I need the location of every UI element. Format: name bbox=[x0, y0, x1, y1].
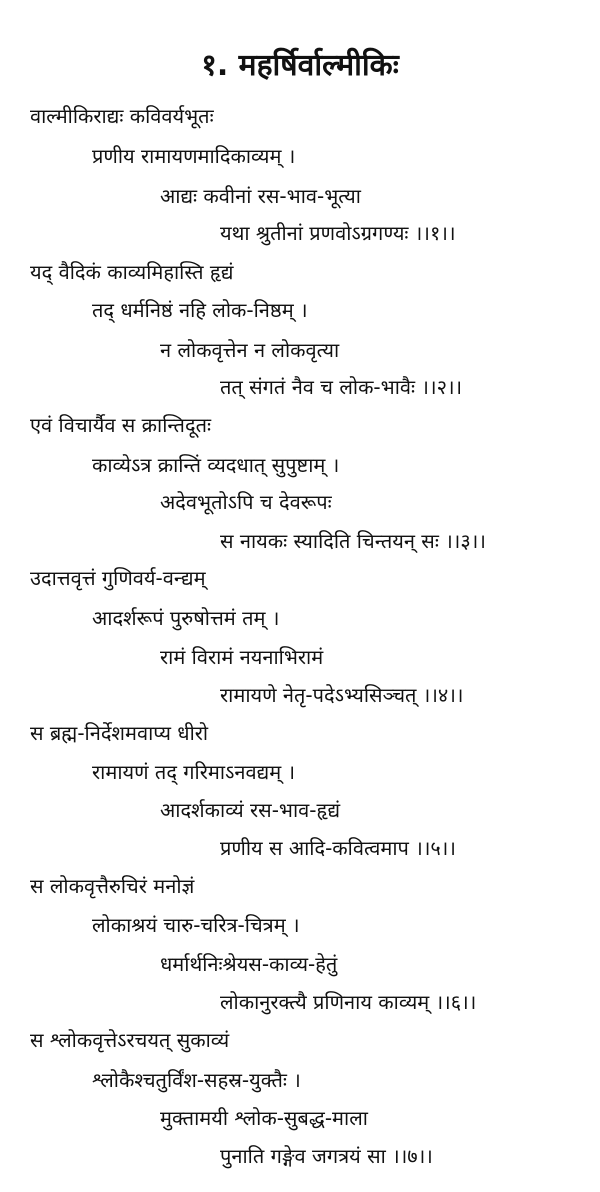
verse-line: स श्लोकवृत्तेऽरचयत् सुकाव्यं bbox=[30, 1028, 230, 1052]
verse-line: स नायकः स्यादिति चिन्तयन् सः ।।३।। bbox=[220, 529, 486, 553]
verse-line: रामायणे नेतृ-पदेऽभ्यसिञ्चत् ।।४।। bbox=[220, 683, 464, 707]
verse-line: एवं विचार्यैव स क्रान्तिदूतः bbox=[30, 413, 212, 437]
verse-line: स लोकवृत्तैरुचिरं मनोज्ञं bbox=[30, 874, 195, 898]
verse-line: अदेवभूतोऽपि च देवरूपः bbox=[160, 490, 332, 514]
verse-line: न लोकवृत्तेन न लोकवृत्या bbox=[160, 338, 340, 362]
verse-line: तत् संगतं नैव च लोक-भावैः ।।२।। bbox=[220, 375, 463, 399]
verse-line: मुक्तामयी श्लोक-सुबद्ध-माला bbox=[160, 1106, 368, 1130]
verse-line: धर्मार्थनिःश्रेयस-काव्य-हेतुं bbox=[160, 952, 338, 976]
verse-line: यथा श्रुतीनां प्रणवोऽग्रगण्यः ।।१।। bbox=[220, 221, 456, 245]
verse-line: वाल्मीकिराद्यः कविवर्यभूतः bbox=[30, 104, 214, 128]
verse-line: यद् वैदिकं काव्यमिहास्ति हृद्यं bbox=[30, 260, 234, 284]
verse-line: लोकाश्रयं चारु-चरित्र-चित्रम् । bbox=[92, 913, 300, 937]
verse-line: काव्येऽत्र क्रान्तिं व्यदधात् सुपुष्टाम् । bbox=[92, 453, 340, 477]
verse-line: श्लोकैश्चतुर्विंश-सहस्र-युक्तैः । bbox=[92, 1068, 301, 1092]
verse-line: रामं विरामं नयनाभिरामं bbox=[160, 645, 324, 669]
verse-line: स ब्रह्म-निर्देशमवाप्य धीरो bbox=[30, 721, 209, 745]
verse-line: तद् धर्मनिष्ठं नहि लोक-निष्ठम् । bbox=[92, 298, 308, 322]
verse-line: रामायणं तद् गरिमाऽनवद्यम् । bbox=[92, 760, 296, 784]
verse-line: प्रणीय स आदि-कवित्वमाप ।।५।। bbox=[220, 836, 456, 860]
poem-title: १. महर्षिर्वाल्मीकिः bbox=[201, 48, 399, 83]
verse-line: आदर्शरूपं पुरुषोत्तमं तम् । bbox=[92, 606, 280, 630]
verse-line: लोकानुरक्त्यै प्रणिनाय काव्यम् ।।६।। bbox=[220, 990, 477, 1014]
verse-line: उदात्तवृत्तं गुणिवर्य-वन्द्यम् bbox=[30, 566, 206, 590]
verse-line: आदर्शकाव्यं रस-भाव-हृद्यं bbox=[160, 798, 341, 822]
verse-line: आद्यः कवीनां रस-भाव-भूत्या bbox=[160, 184, 361, 208]
verse-line: प्रणीय रामायणमादिकाव्यम् । bbox=[92, 144, 296, 168]
verse-line: पुनाति गङ्गेव जगत्रयं सा ।।७।। bbox=[220, 1144, 433, 1168]
